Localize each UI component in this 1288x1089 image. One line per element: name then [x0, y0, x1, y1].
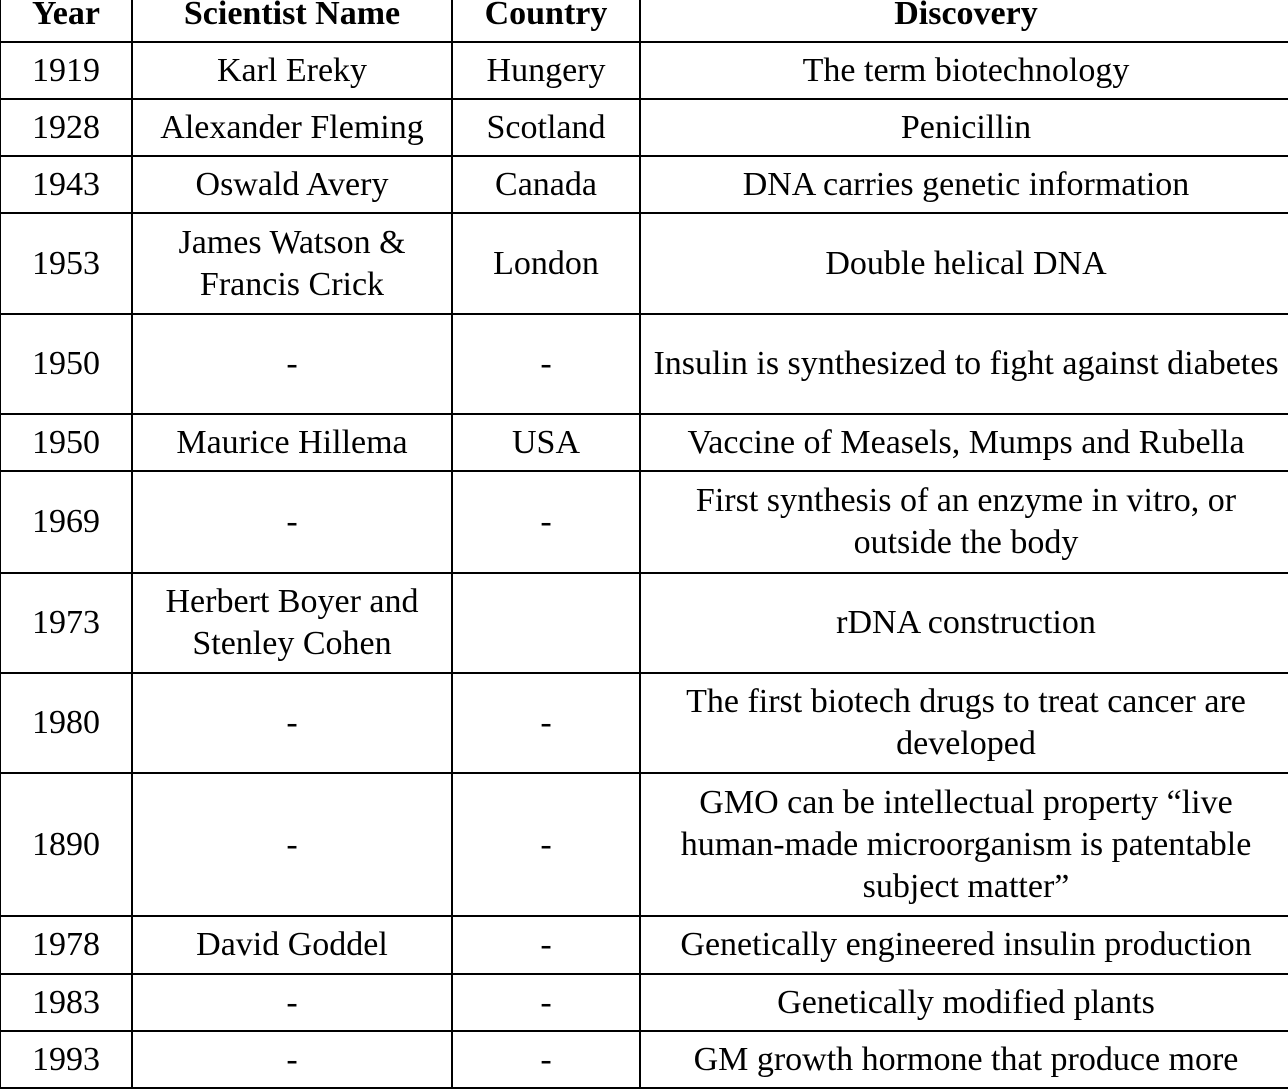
discovery-cell: DNA carries genetic information — [640, 156, 1288, 213]
scientist-cell: Herbert Boyer and Stenley Cohen — [132, 573, 452, 673]
discovery-cell: rDNA construction — [640, 573, 1288, 673]
header-country: Country — [452, 0, 640, 42]
country-cell — [452, 573, 640, 673]
table-row — [0, 1031, 1288, 1088]
year-cell: 1950 — [0, 314, 132, 414]
scientist-cell: - — [132, 1031, 452, 1088]
table-row — [0, 314, 1288, 414]
year-cell: 1928 — [0, 99, 132, 156]
country-cell: - — [452, 673, 640, 773]
header-year: Year — [0, 0, 132, 42]
year-cell: 1983 — [0, 974, 132, 1031]
scientist-cell: Karl Ereky — [132, 42, 452, 99]
table-row — [0, 916, 1288, 974]
table-row — [0, 471, 1288, 573]
country-cell: - — [452, 974, 640, 1031]
discovery-cell: Genetically engineered insulin production — [640, 916, 1288, 974]
table-row — [0, 42, 1288, 99]
table-row — [0, 414, 1288, 471]
year-cell: 1978 — [0, 916, 132, 974]
header-row — [0, 0, 1288, 42]
header-scientist-name: Scientist Name — [132, 0, 452, 42]
scientist-cell: David Goddel — [132, 916, 452, 974]
year-cell: 1890 — [0, 773, 132, 916]
discovery-cell: Genetically modified plants — [640, 974, 1288, 1031]
scientist-cell: - — [132, 974, 452, 1031]
country-cell: - — [452, 773, 640, 916]
discovery-cell: Double helical DNA — [640, 213, 1288, 314]
country-cell: - — [452, 916, 640, 974]
discovery-cell: Vaccine of Measels, Mumps and Rubella — [640, 414, 1288, 471]
country-cell: London — [452, 213, 640, 314]
table-row — [0, 156, 1288, 213]
discovery-cell: Penicillin — [640, 99, 1288, 156]
country-cell: Canada — [452, 156, 640, 213]
country-cell: - — [452, 314, 640, 414]
year-cell: 1943 — [0, 156, 132, 213]
scientist-cell: Alexander Fleming — [132, 99, 452, 156]
discovery-cell: Insulin is synthesized to fight against diabetes — [640, 314, 1288, 414]
scientist-cell: Maurice Hillema — [132, 414, 452, 471]
header-discovery: Discovery — [640, 0, 1288, 42]
scientist-cell: - — [132, 314, 452, 414]
scientist-cell: Oswald Avery — [132, 156, 452, 213]
discovery-cell: GMO can be intellectual property “live human-made microorganism is patentable subject matter” — [640, 773, 1288, 916]
table-row — [0, 773, 1288, 916]
table-row — [0, 573, 1288, 673]
country-cell: Hungery — [452, 42, 640, 99]
discovery-cell: The term biotechnology — [640, 42, 1288, 99]
table-row — [0, 213, 1288, 314]
year-cell: 1980 — [0, 673, 132, 773]
country-cell: Scotland — [452, 99, 640, 156]
year-cell: 1953 — [0, 213, 132, 314]
scientist-cell: James Watson & Francis Crick — [132, 213, 452, 314]
year-cell: 1919 — [0, 42, 132, 99]
year-cell: 1950 — [0, 414, 132, 471]
scientist-cell: - — [132, 673, 452, 773]
discovery-cell: First synthesis of an enzyme in vitro, or outside the body — [640, 471, 1288, 573]
year-cell: 1973 — [0, 573, 132, 673]
year-cell: 1993 — [0, 1031, 132, 1088]
year-cell: 1969 — [0, 471, 132, 573]
scientist-cell: - — [132, 773, 452, 916]
scientist-cell: - — [132, 471, 452, 573]
country-cell: - — [452, 1031, 640, 1088]
country-cell: - — [452, 471, 640, 573]
country-cell: USA — [452, 414, 640, 471]
table-row — [0, 974, 1288, 1031]
table-row — [0, 673, 1288, 773]
table-row — [0, 99, 1288, 156]
discovery-cell: GM growth hormone that produce more — [640, 1031, 1288, 1088]
discovery-cell: The first biotech drugs to treat cancer are developed — [640, 673, 1288, 773]
